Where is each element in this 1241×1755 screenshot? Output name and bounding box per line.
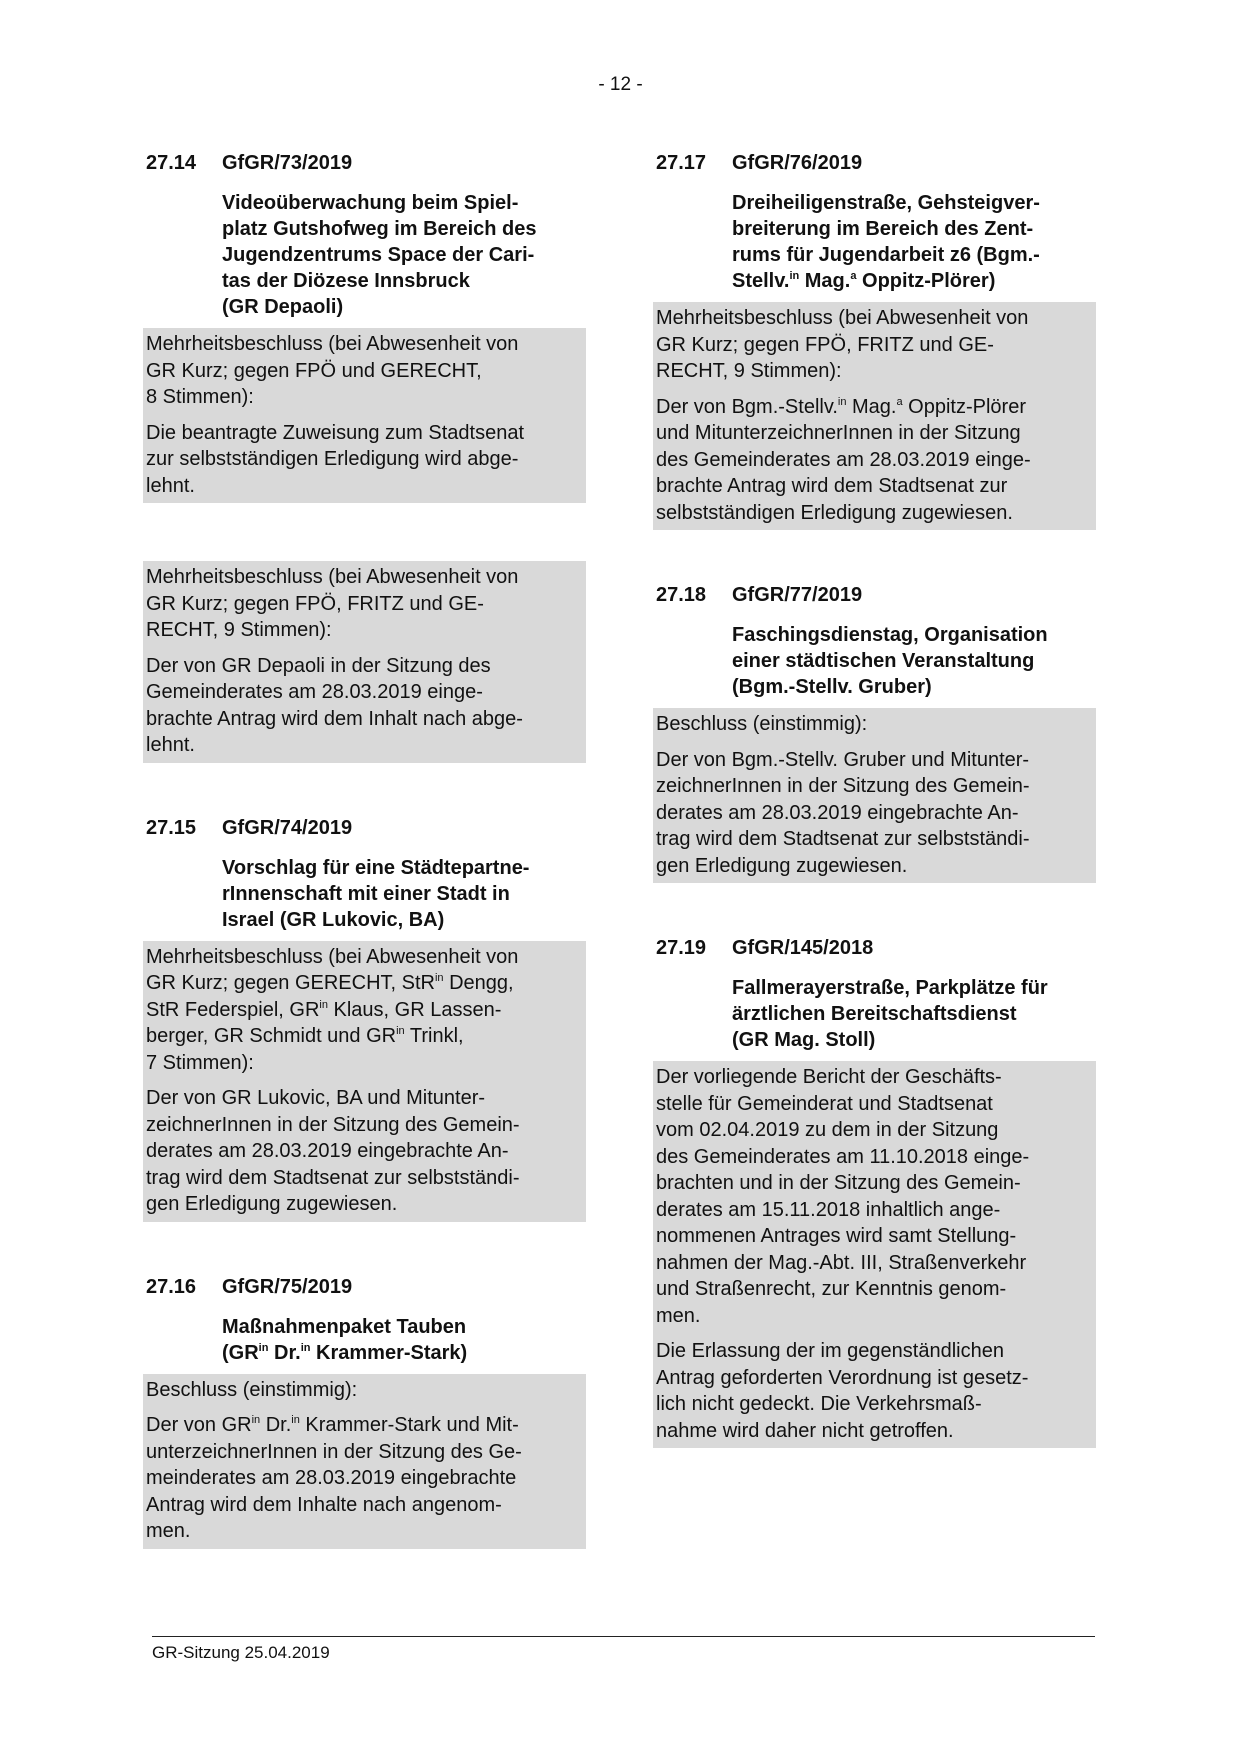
text-line: Dr. bbox=[260, 1414, 292, 1436]
text-line: gen Erledigung zugewiesen. bbox=[146, 1193, 398, 1215]
agenda-item-27-19 bbox=[656, 935, 1096, 1448]
text-line: Die Erlassung der im gegenständlichen bbox=[656, 1340, 1004, 1362]
text-line: nahme wird daher nicht getroffen. bbox=[656, 1419, 954, 1442]
item-reference: GfGR/145/2018 bbox=[732, 937, 874, 959]
title-line: rInnenschaft mit einer Stadt in bbox=[222, 882, 510, 905]
text-line: brachten und in der Sitzung des Gemein- bbox=[656, 1172, 1021, 1194]
text-line: GR Kurz; gegen FPÖ, FRITZ und GE- bbox=[146, 592, 484, 615]
page-number: - 12 - bbox=[598, 74, 643, 95]
item-heading bbox=[146, 815, 586, 841]
agenda-item-27-15 bbox=[146, 815, 586, 1222]
item-title bbox=[732, 190, 1096, 294]
agenda-item-27-17 bbox=[656, 150, 1096, 530]
superscript: a bbox=[850, 270, 857, 282]
text-line: zeichnerInnen in der Sitzung des Gemein- bbox=[146, 1113, 520, 1136]
superscript: in bbox=[291, 1414, 300, 1426]
resolution-text bbox=[146, 653, 583, 759]
item-reference: GfGR/73/2019 bbox=[222, 152, 353, 174]
vote-statement bbox=[146, 564, 583, 644]
resolution-text bbox=[146, 420, 583, 500]
text-line: stelle für Gemeinderat und Stadtsenat bbox=[656, 1092, 993, 1115]
title-line: Fallmerayerstraße, Parkplätze für bbox=[732, 977, 1048, 999]
title-line: tas der Diözese Innsbruck bbox=[222, 270, 470, 292]
text-line: Mehrheitsbeschluss (bei Abwesenheit von bbox=[656, 307, 1029, 329]
text-line: men. bbox=[656, 1304, 701, 1327]
text-line: Der von Bgm.-Stellv. bbox=[656, 395, 838, 418]
title-line: Maßnahmenpaket Tauben bbox=[222, 1315, 467, 1338]
text-line: Der von GR bbox=[146, 1414, 252, 1436]
item-number: 27.17 bbox=[656, 152, 707, 174]
superscript: in bbox=[251, 1414, 261, 1426]
item-reference: GfGR/75/2019 bbox=[222, 1275, 353, 1298]
agenda-item-27-14 bbox=[146, 150, 586, 763]
text-line: Die beantragte Zuweisung zum Stadtsenat bbox=[146, 421, 524, 444]
superscript: in bbox=[300, 1341, 311, 1354]
item-heading bbox=[656, 150, 1096, 176]
text-line: brachte Antrag wird dem Stadtsenat zur bbox=[656, 475, 1008, 497]
text-line: Der von Bgm.-Stellv. Gruber und Mitunter- bbox=[656, 748, 1030, 771]
resolution-text bbox=[146, 1085, 583, 1218]
vote-statement: Beschluss (einstimmig): bbox=[146, 1378, 358, 1401]
text-line: berger, GR Schmidt und GR bbox=[146, 1025, 397, 1047]
text-line: Krammer-Stark und Mit- bbox=[299, 1414, 519, 1436]
text-line: men. bbox=[146, 1520, 191, 1542]
text-line: lich nicht gedeckt. Die Verkehrsmaß- bbox=[656, 1393, 982, 1415]
item-title bbox=[222, 1314, 586, 1366]
resolution-box bbox=[653, 1061, 1096, 1448]
item-title bbox=[732, 622, 1096, 700]
title-line: einer städtischen Veranstaltung bbox=[732, 650, 1035, 672]
text-line: nommenen Antrages wird samt Stellung- bbox=[656, 1225, 1017, 1247]
footer bbox=[152, 1636, 1095, 1663]
item-reference: GfGR/76/2019 bbox=[732, 152, 863, 174]
text-line: Der von GR Depaoli in der Sitzung des bbox=[146, 654, 491, 677]
title-line: Israel (GR Lukovic, BA) bbox=[222, 908, 445, 931]
text-line: Dengg, bbox=[443, 972, 514, 994]
text-line: nahmen der Mag.-Abt. III, Straßenverkehr bbox=[656, 1251, 1027, 1274]
text-line: trag wird dem Stadtsenat zur selbstständi- bbox=[146, 1166, 520, 1189]
title-line: Vorschlag für eine Städtepartne- bbox=[222, 856, 530, 879]
text-line: derates am 15.11.2018 inhaltlich ange- bbox=[656, 1198, 1001, 1221]
text-line: StR Federspiel, GR bbox=[146, 998, 320, 1021]
text-line: Oppitz-Plörer bbox=[902, 395, 1026, 418]
vote-statement bbox=[146, 331, 583, 411]
superscript: in bbox=[434, 972, 444, 984]
item-heading bbox=[146, 1274, 586, 1300]
text-line: Mag. bbox=[846, 395, 897, 418]
text-line: RECHT, 9 Stimmen): bbox=[146, 619, 332, 641]
text-line: Antrag geforderten Verordnung ist gesetz- bbox=[656, 1366, 1029, 1389]
superscript: in bbox=[789, 270, 800, 282]
item-number: 27.16 bbox=[146, 1275, 197, 1298]
item-heading bbox=[656, 582, 1096, 608]
title-line: platz Gutshofweg im Bereich des bbox=[222, 218, 537, 240]
text-line: trag wird dem Stadtsenat zur selbstständi- bbox=[656, 828, 1030, 850]
resolution-box bbox=[653, 302, 1096, 530]
resolution-box bbox=[143, 561, 586, 763]
item-number: 27.15 bbox=[146, 816, 197, 839]
item-title bbox=[732, 975, 1096, 1053]
item-heading bbox=[146, 150, 586, 176]
resolution-text bbox=[146, 1412, 583, 1545]
right-column bbox=[656, 150, 1096, 1448]
agenda-item-27-16 bbox=[146, 1274, 586, 1549]
item-number: 27.18 bbox=[656, 584, 707, 606]
item-title bbox=[222, 855, 586, 933]
text-line: GR Kurz; gegen FPÖ, FRITZ und GE- bbox=[656, 333, 994, 356]
text-line: Trinkl, bbox=[404, 1025, 464, 1047]
text-line: derates am 28.03.2019 eingebrachte An- bbox=[656, 801, 1019, 824]
vote-statement: Beschluss (einstimmig): bbox=[656, 713, 868, 735]
item-reference: GfGR/74/2019 bbox=[222, 816, 353, 839]
text-line: Der vorliegende Bericht der Geschäfts- bbox=[656, 1066, 1002, 1088]
text-line: brachte Antrag wird dem Inhalt nach abge- bbox=[146, 707, 523, 730]
title-line: ärztlichen Bereitschaftsdienst bbox=[732, 1003, 1017, 1025]
item-title bbox=[222, 190, 586, 320]
text-line: meinderates am 28.03.2019 eingebrachte bbox=[146, 1467, 517, 1489]
text-line: lehnt. bbox=[146, 474, 195, 497]
text-line: Mehrheitsbeschluss (bei Abwesenheit von bbox=[146, 333, 519, 355]
resolution-text bbox=[656, 1338, 1093, 1444]
left-column bbox=[146, 150, 586, 1549]
title-line: (GR Depaoli) bbox=[222, 296, 344, 318]
resolution-box bbox=[653, 708, 1096, 883]
text-line: des Gemeinderates am 11.10.2018 einge- bbox=[656, 1145, 1030, 1168]
superscript: in bbox=[258, 1341, 269, 1354]
title-line: Videoüberwachung beim Spiel- bbox=[222, 192, 519, 214]
text-line: lehnt. bbox=[146, 734, 195, 756]
text-line: RECHT, 9 Stimmen): bbox=[656, 360, 842, 382]
text-line: und Straßenrecht, zur Kenntnis genom- bbox=[656, 1278, 1007, 1300]
text-line: Mehrheitsbeschluss (bei Abwesenheit von bbox=[146, 566, 519, 588]
resolution-text bbox=[656, 747, 1093, 880]
item-number: 27.14 bbox=[146, 152, 197, 174]
title-line: ($GR^{in}$ Dr.$^{in}$ Krammer-Stark) bbox=[222, 1341, 468, 1364]
text-line: Der von GR Lukovic, BA und Mitunter- bbox=[146, 1087, 486, 1109]
superscript: in bbox=[396, 1025, 405, 1037]
text-line: unterzeichnerInnen in der Sitzung des Ge- bbox=[146, 1440, 522, 1463]
text-line: derates am 28.03.2019 eingebrachte An- bbox=[146, 1140, 509, 1162]
text-line: Klaus, GR Lassen- bbox=[327, 998, 502, 1021]
resolution-box bbox=[143, 1374, 586, 1549]
text-line: Mehrheitsbeschluss (bei Abwesenheit von bbox=[146, 945, 519, 968]
title-line: breiterung im Bereich des Zent- bbox=[732, 218, 1034, 240]
superscript: in bbox=[837, 395, 847, 408]
title-line: (Bgm.-Stellv. Gruber) bbox=[732, 676, 932, 698]
item-number: 27.19 bbox=[656, 937, 707, 959]
title-line: rums für Jugendarbeit z6 (Bgm.- bbox=[732, 244, 1040, 266]
text-line: vom 02.04.2019 zu dem in der Sitzung bbox=[656, 1119, 999, 1141]
text-line: Gemeinderates am 28.03.2019 einge- bbox=[146, 681, 483, 703]
resolution-box bbox=[143, 941, 586, 1222]
title-line: Stellv.$^{in}$ Mag.$^a$ Oppitz-Plörer) bbox=[732, 270, 996, 292]
superscript: in bbox=[319, 998, 328, 1011]
text-line: gen Erledigung zugewiesen. bbox=[656, 854, 908, 877]
text-line: selbstständigen Erledigung zugewiesen. bbox=[656, 501, 1013, 524]
resolution-box bbox=[143, 328, 586, 503]
superscript: a bbox=[896, 395, 903, 408]
title-line: Dreiheiligenstraße, Gehsteigver- bbox=[732, 192, 1040, 214]
text-line: 8 Stimmen): bbox=[146, 386, 254, 408]
text-line: Antrag wird dem Inhalte nach angenom- bbox=[146, 1493, 502, 1516]
vote-statement bbox=[146, 944, 583, 1077]
text-line: GR Kurz; gegen FPÖ und GERECHT, bbox=[146, 359, 482, 382]
vote-statement bbox=[656, 305, 1093, 385]
text-line: 7 Stimmen): bbox=[146, 1051, 254, 1074]
item-reference: GfGR/77/2019 bbox=[732, 584, 863, 606]
item-heading bbox=[656, 935, 1096, 961]
text-line: zeichnerInnen in der Sitzung des Gemein- bbox=[656, 775, 1030, 797]
footer-session-date: GR-Sitzung 25.04.2019 bbox=[152, 1643, 330, 1662]
text-line: und MitunterzeichnerInnen in der Sitzung bbox=[656, 422, 1021, 444]
text-line: zur selbstständigen Erledigung wird abge- bbox=[146, 448, 519, 470]
resolution-text bbox=[656, 394, 1093, 527]
text-line: des Gemeinderates am 28.03.2019 einge- bbox=[656, 448, 1031, 471]
agenda-item-27-18 bbox=[656, 582, 1096, 883]
title-line: Faschingsdienstag, Organisation bbox=[732, 624, 1048, 646]
title-line: (GR Mag. Stoll) bbox=[732, 1029, 876, 1051]
title-line: Jugendzentrums Space der Cari- bbox=[222, 244, 535, 266]
text-line: GR Kurz; gegen GERECHT, StR bbox=[146, 972, 435, 994]
resolution-text bbox=[656, 1064, 1093, 1329]
